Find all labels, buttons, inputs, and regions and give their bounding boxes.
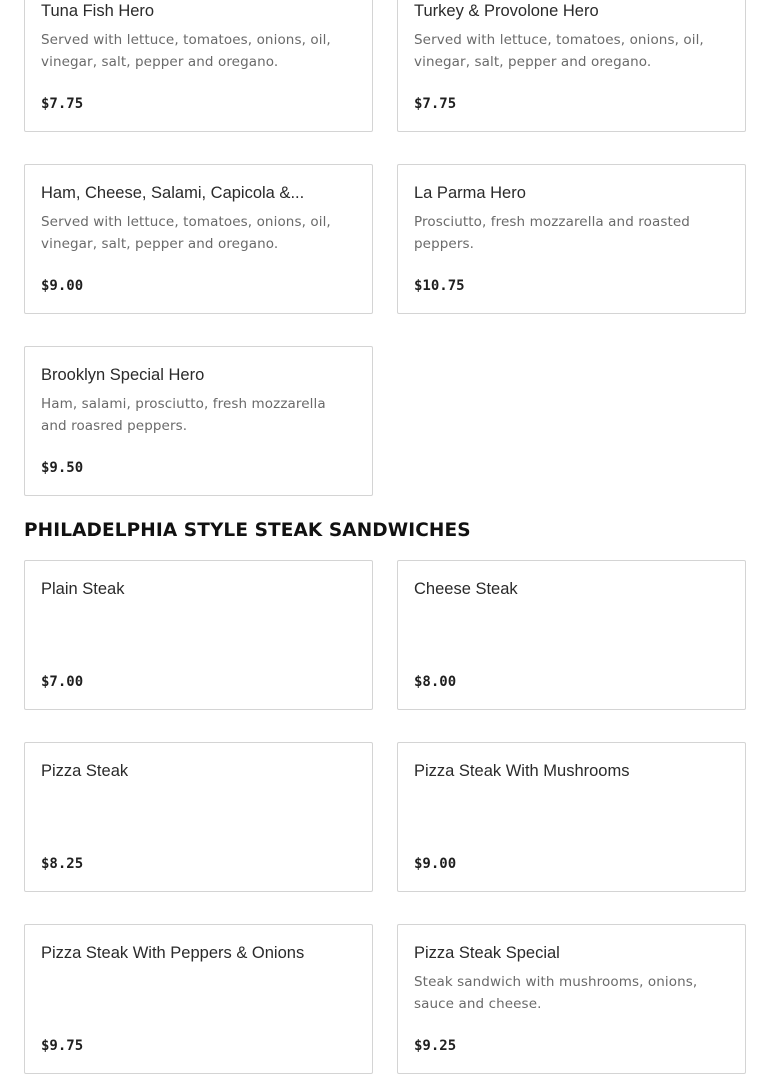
menu-item-description: Steak sandwich with mushrooms, onions, sauce and cheese.: [414, 974, 698, 1012]
menu-item-name: Pizza Steak Special: [414, 944, 560, 962]
menu-item-card[interactable]: [24, 164, 373, 314]
menu-item-name: Tuna Fish Hero: [41, 2, 155, 20]
menu-item-description: Served with lettuce, tomatoes, onions, oil, vinegar, salt, pepper and oregano.: [41, 32, 331, 70]
menu-item-name: Ham, Cheese, Salami, Capicola &...: [41, 184, 305, 202]
menu-item-name: Pizza Steak With Peppers & Onions: [41, 944, 305, 962]
menu-item-card[interactable]: [397, 0, 746, 132]
menu-item-name: Brooklyn Special Hero: [41, 366, 205, 384]
menu-item-description: Served with lettuce, tomatoes, onions, oil, vinegar, salt, pepper and oregano.: [41, 214, 331, 252]
menu-item-card[interactable]: [24, 742, 373, 892]
menu-item-description: Served with lettuce, tomatoes, onions, oil, vinegar, salt, pepper and oregano.: [414, 32, 704, 70]
menu-item-price: $9.75: [41, 1038, 84, 1054]
menu-item-description: Prosciutto, fresh mozzarella and roasted peppers.: [414, 214, 690, 252]
menu-item-price: $8.00: [414, 674, 457, 690]
menu-item-card[interactable]: [397, 560, 746, 710]
menu-item-price: $9.50: [41, 460, 84, 476]
menu-item-card[interactable]: [24, 346, 373, 496]
menu-item-price: $9.00: [41, 278, 84, 294]
menu-item-name: Plain Steak: [41, 580, 125, 598]
menu-item-name: Turkey & Provolone Hero: [414, 2, 599, 20]
menu-item-card[interactable]: [397, 924, 746, 1074]
menu-item-card[interactable]: [24, 924, 373, 1074]
menu-item-price: $9.00: [414, 856, 457, 872]
section-heading: PHILADELPHIA STYLE STEAK SANDWICHES: [24, 520, 471, 541]
menu-item-description: Ham, salami, prosciutto, fresh mozzarella and roasred peppers.: [41, 396, 326, 434]
menu-item-price: $9.25: [414, 1038, 457, 1054]
menu-item-name: La Parma Hero: [414, 184, 526, 202]
menu-item-card[interactable]: [397, 164, 746, 314]
menu-item-price: $8.25: [41, 856, 84, 872]
menu-item-card[interactable]: [24, 0, 373, 132]
menu-item-card[interactable]: [24, 560, 373, 710]
menu-item-price: $10.75: [414, 278, 465, 294]
menu-item-price: $7.75: [414, 96, 457, 112]
menu-item-name: Pizza Steak: [41, 762, 129, 780]
menu-item-price: $7.75: [41, 96, 84, 112]
menu-item-card[interactable]: [397, 742, 746, 892]
menu-item-price: $7.00: [41, 674, 84, 690]
menu-item-name: Pizza Steak With Mushrooms: [414, 762, 630, 780]
menu-item-name: Cheese Steak: [414, 580, 518, 598]
